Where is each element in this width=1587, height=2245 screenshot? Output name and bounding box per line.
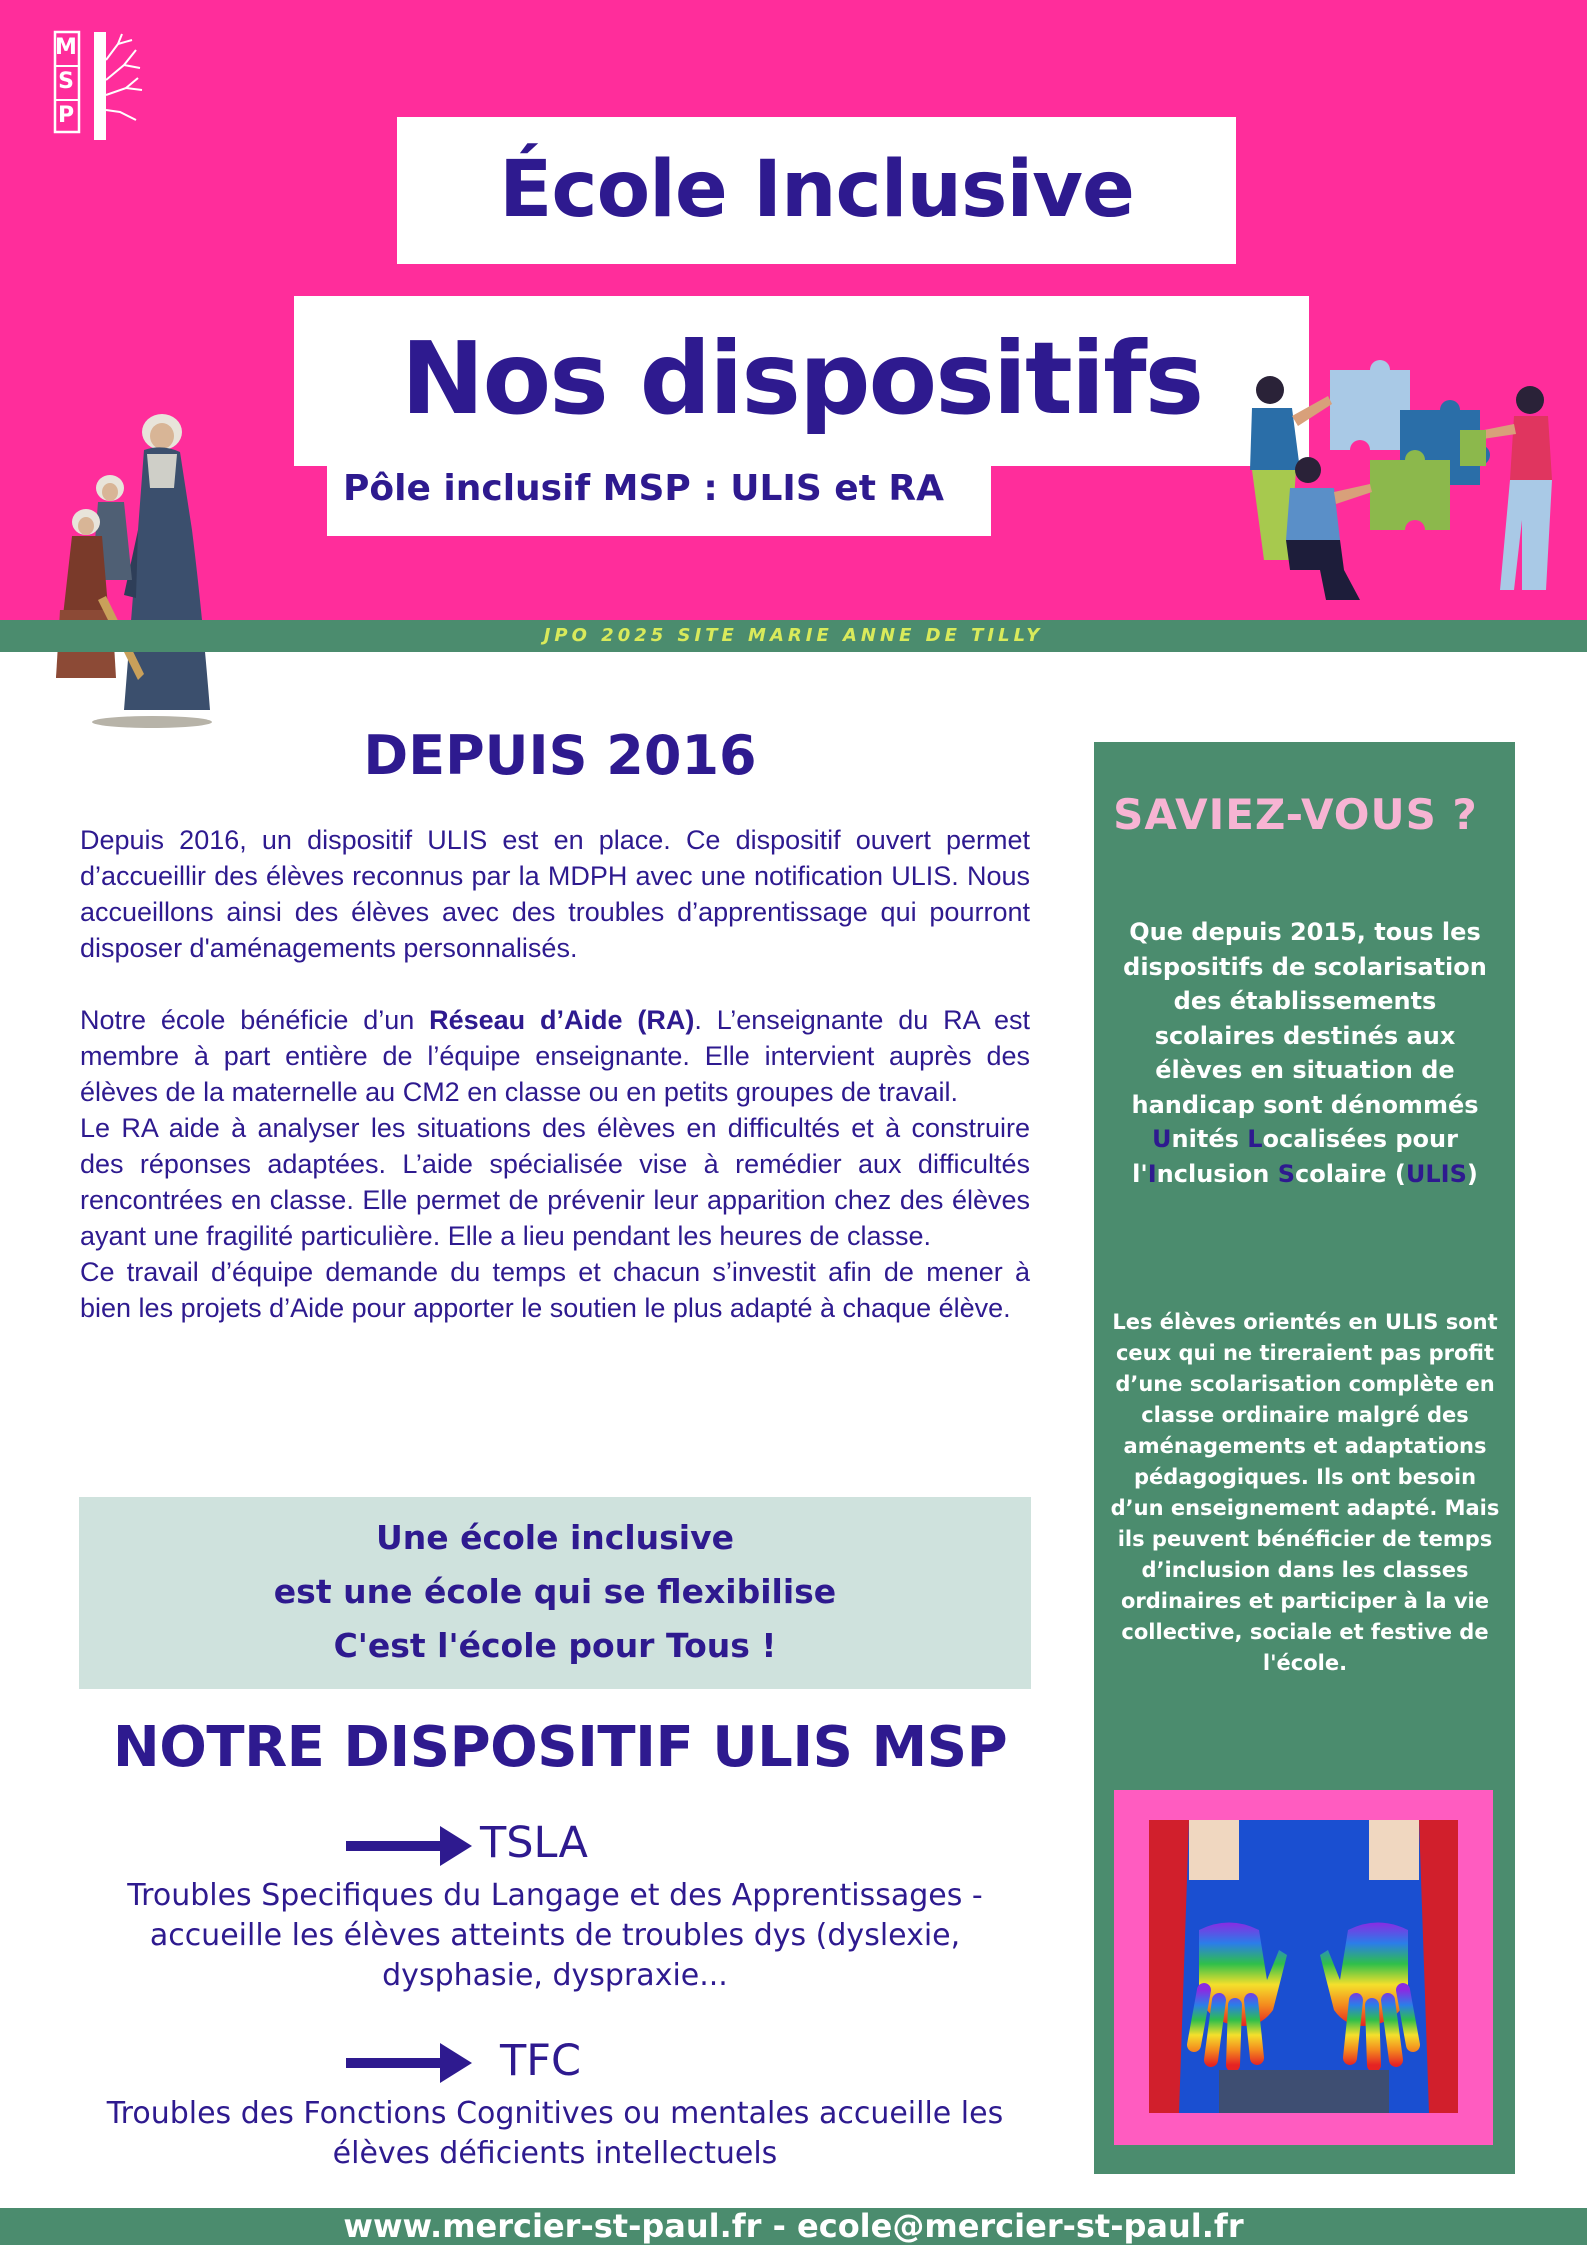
painted-hands-photo — [1149, 1820, 1458, 2113]
quote-line-1: Une école inclusive — [376, 1518, 734, 1557]
intro-paragraph-ra — [80, 1002, 1030, 1110]
intro-body — [80, 822, 1030, 1326]
ra-intro-text: Notre école bénéficie d’un — [80, 1005, 430, 1035]
sidebar-title: SAVIEZ-VOUS ? — [1113, 790, 1478, 839]
event-band-text: JPO 2025 SITE MARIE ANNE DE TILLY — [543, 625, 1044, 646]
puzzle-team-illustration — [1230, 360, 1570, 620]
historical-figures-illustration — [52, 410, 227, 730]
device-title-tfc: TFC — [500, 2036, 582, 2086]
sidebar-paragraph-1: Que depuis 2015, tous les dispositifs de scolarisation des établissements scolaires destinés aux élèves en situation de handicap sont dénommés Unités Localisées pour l'Inclusion Scolaire (ULIS) — [1123, 918, 1487, 1188]
painted-hands-image — [1149, 1820, 1458, 2113]
quote-line-3: C'est l'école pour Tous ! — [333, 1626, 777, 1665]
sidebar-paragraph-2: Les élèves orientés en ULIS sont ceux qui ne tireraient pas profit d’une scolarisation complète en classe ordinaire malgré des aménagements et adaptations pédagogiques. Ils ont besoin d’un enseignement adapté. Mais ils peuvent bénéficier de temps d’inclusion dans les classes ordinaires et participer à la vie collective, sociale et festive de l'école. — [1110, 1310, 1500, 1675]
footer-contact: www.mercier-st-paul.fr - ecole@mercier-st-paul.fr — [343, 2207, 1244, 2245]
main-title: Nos dispositifs — [400, 320, 1203, 437]
arrow-right-icon — [346, 1822, 472, 1870]
intro-paragraph: Depuis 2016, un dispositif ULIS est en place. Ce dispositif ouvert permet d’accueillir des élèves reconnus par la MDPH avec une notification ULIS. Nous accueillons ainsi des élèves avec des troubles d’apprentissage qui pourront disposer d'aménagements personnalisés. — [80, 825, 1030, 963]
page-title: École Inclusive — [499, 145, 1134, 235]
subtitle: Pôle inclusif MSP : ULIS et RA — [343, 468, 945, 509]
section-heading-depuis: DEPUIS 2016 — [363, 724, 757, 787]
logo-letter-p: P — [57, 103, 75, 128]
logo-letter-m: M — [55, 35, 77, 60]
device-description-tsla: Troubles Specifiques du Langage et des Apprentissages - accueille les élèves atteints de troubles dys (dyslexie, dysphasie, dyspraxie... — [127, 1878, 983, 1993]
section-heading-ulis: NOTRE DISPOSITIF ULIS MSP — [112, 1715, 1008, 1780]
device-title-tsla: TSLA — [480, 1818, 588, 1868]
ra-description: . L’enseignante du RA est membre à part entière de l’équipe enseignante. Elle intervient auprès des élèves de la maternelle au CM2 en classe ou en petits groupes de travail. — [80, 1005, 1030, 1107]
quote-line-2: est une école qui se flexibilise — [273, 1572, 837, 1611]
device-description-tfc: Troubles des Fonctions Cognitives ou mentales accueille les élèves déficients intellectuels — [106, 2096, 1004, 2171]
logo-letter-s: S — [58, 69, 74, 94]
tree-icon — [52, 30, 144, 142]
intro-paragraph: Ce travail d’équipe demande du temps et chacun s’investit afin de mener à bien les projets d’Aide pour apporter le soutien le plus adapté à chaque élève. — [80, 1257, 1030, 1323]
intro-paragraph: Le RA aide à analyser les situations des élèves en difficultés et à construire des réponses adaptées. L’aide spécialisée vise à remédier aux difficultés rencontrées en classe. Elle permet de prévenir leur apparition chez des élèves ayant une fragilité particulière. Elle a lieu pendant les heures de classe. — [80, 1113, 1030, 1251]
msp-logo — [52, 30, 144, 142]
ra-term: Réseau d’Aide (RA) — [429, 1005, 695, 1035]
arrow-right-icon — [346, 2039, 472, 2087]
